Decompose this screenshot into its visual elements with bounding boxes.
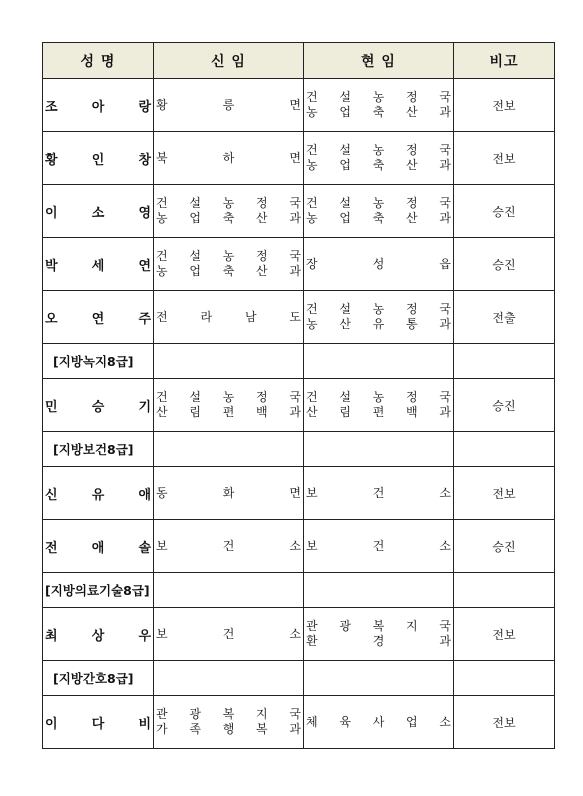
current-post-char: 건	[306, 302, 318, 316]
new-post-char: 면	[289, 97, 301, 112]
person-name-char: 아	[91, 99, 105, 115]
new-post-char: 농	[222, 196, 235, 210]
new-post-char: 면	[289, 485, 301, 500]
new-post-char: 설	[189, 196, 201, 210]
new-post-char: 축	[222, 264, 235, 278]
new-post-char: 면	[289, 150, 301, 165]
person-name	[43, 537, 153, 556]
new-post-char: 라	[200, 309, 213, 324]
current-post-line	[304, 539, 453, 554]
new-post-line	[154, 405, 303, 420]
current-post-cell	[304, 520, 454, 573]
empty-cell	[304, 661, 454, 696]
current-post-cell	[304, 291, 454, 344]
new-post-char: 산	[256, 211, 268, 225]
person-name-cell	[43, 132, 154, 185]
new-post-cell	[154, 608, 304, 661]
group-row	[43, 661, 555, 696]
current-post-char: 산	[406, 211, 418, 225]
note-cell: 전보	[454, 467, 555, 520]
new-post-line	[154, 390, 303, 405]
current-post-char: 업	[339, 158, 351, 172]
new-post-char: 건	[156, 390, 168, 404]
new-post-cell	[154, 132, 304, 185]
new-post-char: 과	[289, 264, 301, 278]
new-post-line	[154, 196, 303, 211]
current-post-cell	[304, 132, 454, 185]
note-cell: 전출	[454, 291, 555, 344]
current-post-char: 업	[339, 105, 351, 119]
person-name	[43, 484, 153, 503]
new-post-char: 국	[289, 390, 301, 404]
new-post-line	[154, 486, 303, 501]
current-post-char: 과	[439, 211, 451, 225]
new-post-char: 족	[189, 722, 201, 736]
person-name-char: 연	[138, 258, 151, 274]
current-post-char: 설	[339, 90, 351, 104]
person-name-char: 최	[45, 628, 58, 644]
current-post-char: 산	[406, 158, 418, 172]
current-post-line	[304, 143, 453, 158]
new-post-line	[154, 310, 303, 325]
current-post-char: 건	[372, 485, 385, 500]
current-post-char: 산	[406, 105, 418, 119]
new-post-char: 남	[244, 309, 257, 324]
current-post-line	[304, 486, 453, 501]
person-name-char: 솔	[138, 540, 151, 556]
person-name-char: 이	[45, 716, 58, 732]
current-post-char: 보	[306, 538, 318, 553]
new-post-char: 정	[256, 196, 268, 210]
new-post-char: 건	[222, 538, 235, 553]
person-name-char: 주	[138, 311, 151, 327]
new-post-char: 건	[156, 249, 168, 263]
new-post-char: 소	[289, 538, 301, 553]
person-name-char: 승	[91, 399, 105, 415]
new-post-cell	[154, 79, 304, 132]
current-post-char: 정	[406, 302, 418, 316]
new-post-char: 국	[289, 249, 301, 263]
current-post-char: 설	[339, 143, 351, 157]
new-post-char: 과	[289, 405, 301, 419]
header-new-post: 신 임	[154, 43, 304, 79]
empty-cell	[154, 661, 304, 696]
current-post-char: 설	[339, 196, 351, 210]
empty-cell	[304, 432, 454, 467]
new-post-line	[154, 151, 303, 166]
new-post-char: 하	[222, 150, 235, 165]
person-name-char: 연	[91, 311, 105, 327]
current-post-line	[304, 302, 453, 317]
new-post-char: 소	[289, 626, 301, 641]
current-post-line	[304, 715, 453, 730]
new-post-char: 복	[256, 722, 268, 736]
new-post-char: 산	[256, 264, 268, 278]
new-post-char: 동	[156, 485, 168, 500]
new-post-char: 농	[156, 211, 168, 225]
current-post-char: 산	[339, 317, 351, 331]
current-post-char: 축	[372, 105, 385, 119]
person-name-char: 신	[45, 487, 58, 503]
person-name-cell	[43, 185, 154, 238]
table-body	[43, 79, 555, 749]
person-name-char: 조	[45, 99, 58, 115]
new-post-line	[154, 627, 303, 642]
current-post-char: 과	[439, 158, 451, 172]
new-post-char: 관	[156, 707, 168, 721]
current-post-char: 농	[372, 302, 385, 316]
person-name-cell	[43, 79, 154, 132]
new-post-char: 도	[289, 309, 301, 324]
new-post-cell	[154, 520, 304, 573]
current-post-char: 복	[372, 619, 385, 633]
table-row	[43, 608, 555, 661]
new-post-cell	[154, 696, 304, 749]
new-post-char: 건	[222, 626, 235, 641]
new-post-char: 과	[289, 211, 301, 225]
person-name	[43, 96, 153, 115]
new-post-char: 국	[289, 196, 301, 210]
table-row	[43, 238, 555, 291]
person-name	[43, 308, 153, 327]
person-name-char: 인	[91, 152, 105, 168]
new-post-char: 축	[222, 211, 235, 225]
current-post-cell	[304, 379, 454, 432]
current-post-char: 축	[372, 211, 385, 225]
empty-cell	[154, 344, 304, 379]
current-post-char: 림	[339, 405, 351, 419]
current-post-char: 과	[439, 634, 451, 648]
current-post-char: 지	[406, 619, 418, 633]
new-post-char: 건	[156, 196, 168, 210]
current-post-char: 과	[439, 317, 451, 331]
new-post-line	[154, 264, 303, 279]
person-name-char: 상	[91, 628, 105, 644]
current-post-char: 산	[306, 405, 318, 419]
new-post-char: 지	[256, 707, 268, 721]
person-name-cell	[43, 696, 154, 749]
person-name-cell	[43, 238, 154, 291]
table-row	[43, 79, 555, 132]
current-post-char: 국	[439, 302, 451, 316]
current-post-char: 환	[306, 634, 318, 648]
person-name-char: 창	[138, 152, 151, 168]
current-post-line	[304, 158, 453, 173]
note-cell: 전보	[454, 608, 555, 661]
current-post-char: 경	[372, 634, 385, 648]
person-name-char: 애	[138, 487, 151, 503]
person-name-char: 다	[91, 716, 105, 732]
person-name-char: 박	[45, 258, 58, 274]
person-name-char: 소	[91, 205, 105, 221]
person-name-char: 비	[138, 716, 151, 732]
current-post-char: 농	[306, 211, 318, 225]
current-post-line	[304, 405, 453, 420]
current-post-char: 장	[306, 256, 318, 271]
new-post-char: 황	[156, 97, 168, 112]
current-post-char: 건	[306, 196, 318, 210]
person-name-cell	[43, 291, 154, 344]
current-post-char: 사	[372, 714, 385, 729]
current-post-char: 국	[439, 196, 451, 210]
table-row	[43, 379, 555, 432]
current-post-line	[304, 257, 453, 272]
group-label: [지방보건8급]	[43, 432, 154, 467]
new-post-line	[154, 707, 303, 722]
current-post-char: 국	[439, 90, 451, 104]
new-post-char: 정	[256, 249, 268, 263]
person-name	[43, 202, 153, 221]
table-row	[43, 467, 555, 520]
note-cell: 전보	[454, 132, 555, 185]
current-post-line	[304, 619, 453, 634]
current-post-char: 정	[406, 390, 418, 404]
new-post-char: 농	[222, 390, 235, 404]
new-post-line	[154, 539, 303, 554]
person-name-char: 애	[91, 540, 105, 556]
current-post-char: 과	[439, 105, 451, 119]
new-post-char: 정	[256, 390, 268, 404]
empty-cell	[154, 573, 304, 608]
person-name-char: 우	[138, 628, 151, 644]
current-post-cell	[304, 79, 454, 132]
table-row	[43, 185, 555, 238]
new-post-char: 보	[156, 626, 168, 641]
current-post-char: 업	[339, 211, 351, 225]
table-row	[43, 696, 555, 749]
new-post-char: 과	[289, 722, 301, 736]
new-post-cell	[154, 379, 304, 432]
current-post-cell	[304, 238, 454, 291]
current-post-char: 농	[306, 317, 318, 331]
group-row	[43, 344, 555, 379]
header-current-post: 현 임	[304, 43, 454, 79]
person-name-char: 이	[45, 205, 58, 221]
current-post-char: 편	[372, 405, 385, 419]
current-post-line	[304, 634, 453, 649]
current-post-line	[304, 390, 453, 405]
current-post-char: 건	[372, 538, 385, 553]
current-post-char: 건	[306, 143, 318, 157]
new-post-line	[154, 211, 303, 226]
new-post-char: 전	[156, 309, 168, 324]
note-cell: 전보	[454, 696, 555, 749]
current-post-char: 농	[372, 90, 385, 104]
new-post-char: 농	[222, 249, 235, 263]
person-name-cell	[43, 520, 154, 573]
new-post-char: 업	[189, 211, 201, 225]
person-name	[43, 149, 153, 168]
personnel-table	[42, 42, 555, 749]
empty-cell	[154, 432, 304, 467]
new-post-char: 광	[189, 707, 201, 721]
group-label: [지방간호8급]	[43, 661, 154, 696]
current-post-cell	[304, 467, 454, 520]
person-name-char: 민	[45, 399, 58, 415]
current-post-char: 소	[439, 714, 451, 729]
person-name-char: 영	[138, 205, 151, 221]
person-name	[43, 713, 153, 732]
empty-cell	[304, 573, 454, 608]
person-name-char: 오	[45, 311, 58, 327]
new-post-char: 보	[156, 538, 168, 553]
new-post-char: 설	[189, 390, 201, 404]
header-row	[43, 43, 555, 79]
empty-cell	[454, 344, 555, 379]
current-post-char: 농	[306, 158, 318, 172]
current-post-char: 과	[439, 405, 451, 419]
current-post-char: 성	[372, 256, 385, 271]
new-post-char: 림	[189, 405, 201, 419]
current-post-line	[304, 105, 453, 120]
new-post-char: 행	[222, 722, 235, 736]
new-post-cell	[154, 291, 304, 344]
new-post-char: 백	[256, 405, 268, 419]
current-post-char: 설	[339, 302, 351, 316]
new-post-cell	[154, 185, 304, 238]
current-post-char: 광	[339, 619, 351, 633]
current-post-char: 축	[372, 158, 385, 172]
current-post-char: 관	[306, 619, 318, 633]
person-name-char: 유	[91, 487, 105, 503]
note-cell: 승진	[454, 520, 555, 573]
note-cell: 승진	[454, 379, 555, 432]
new-post-line	[154, 98, 303, 113]
new-post-char: 가	[156, 722, 168, 736]
note-cell: 전보	[454, 79, 555, 132]
current-post-line	[304, 211, 453, 226]
current-post-char: 보	[306, 485, 318, 500]
header-name: 성 명	[43, 43, 154, 79]
new-post-line	[154, 249, 303, 264]
current-post-char: 국	[439, 390, 451, 404]
current-post-line	[304, 90, 453, 105]
new-post-char: 농	[156, 264, 168, 278]
current-post-char: 농	[372, 196, 385, 210]
person-name-cell	[43, 608, 154, 661]
group-label: [지방녹지8급]	[43, 344, 154, 379]
group-row	[43, 432, 555, 467]
current-post-char: 소	[439, 538, 451, 553]
note-cell: 승진	[454, 238, 555, 291]
current-post-char: 국	[439, 619, 451, 633]
group-row	[43, 573, 555, 608]
new-post-char: 릉	[222, 97, 235, 112]
current-post-char: 체	[306, 714, 318, 729]
current-post-line	[304, 196, 453, 211]
current-post-char: 국	[439, 143, 451, 157]
person-name-cell	[43, 379, 154, 432]
current-post-char: 농	[372, 143, 385, 157]
current-post-char: 읍	[439, 256, 451, 271]
person-name-char: 랑	[138, 99, 151, 115]
empty-cell	[454, 432, 555, 467]
new-post-line	[154, 722, 303, 737]
table-row	[43, 132, 555, 185]
new-post-char: 설	[189, 249, 201, 263]
person-name-char: 기	[138, 399, 151, 415]
current-post-char: 농	[372, 390, 385, 404]
current-post-char: 설	[339, 390, 351, 404]
new-post-char: 편	[222, 405, 235, 419]
new-post-char: 복	[222, 707, 235, 721]
current-post-cell	[304, 185, 454, 238]
new-post-char: 화	[222, 485, 235, 500]
person-name-cell	[43, 467, 154, 520]
table-row	[43, 291, 555, 344]
person-name-char: 황	[45, 152, 58, 168]
empty-cell	[454, 573, 555, 608]
table-row	[43, 520, 555, 573]
person-name	[43, 396, 153, 415]
empty-cell	[304, 344, 454, 379]
current-post-char: 정	[406, 196, 418, 210]
current-post-char: 정	[406, 143, 418, 157]
current-post-char: 유	[372, 317, 385, 331]
group-label: [지방의료기술8급]	[43, 573, 154, 608]
new-post-cell	[154, 467, 304, 520]
person-name-char: 세	[91, 258, 105, 274]
current-post-cell	[304, 696, 454, 749]
empty-cell	[454, 661, 555, 696]
person-name	[43, 255, 153, 274]
current-post-char: 육	[339, 714, 351, 729]
new-post-char: 업	[189, 264, 201, 278]
new-post-char: 산	[156, 405, 168, 419]
current-post-char: 소	[439, 485, 451, 500]
current-post-char: 건	[306, 90, 318, 104]
current-post-char: 농	[306, 105, 318, 119]
current-post-cell	[304, 608, 454, 661]
note-cell: 승진	[454, 185, 555, 238]
current-post-char: 건	[306, 390, 318, 404]
current-post-char: 통	[406, 317, 418, 331]
header-note: 비고	[454, 43, 555, 79]
current-post-char: 정	[406, 90, 418, 104]
current-post-char: 백	[406, 405, 418, 419]
new-post-char: 국	[289, 707, 301, 721]
new-post-char: 북	[156, 150, 168, 165]
person-name-char: 전	[45, 540, 58, 556]
new-post-cell	[154, 238, 304, 291]
current-post-char: 업	[406, 714, 418, 729]
person-name	[43, 625, 153, 644]
current-post-line	[304, 317, 453, 332]
